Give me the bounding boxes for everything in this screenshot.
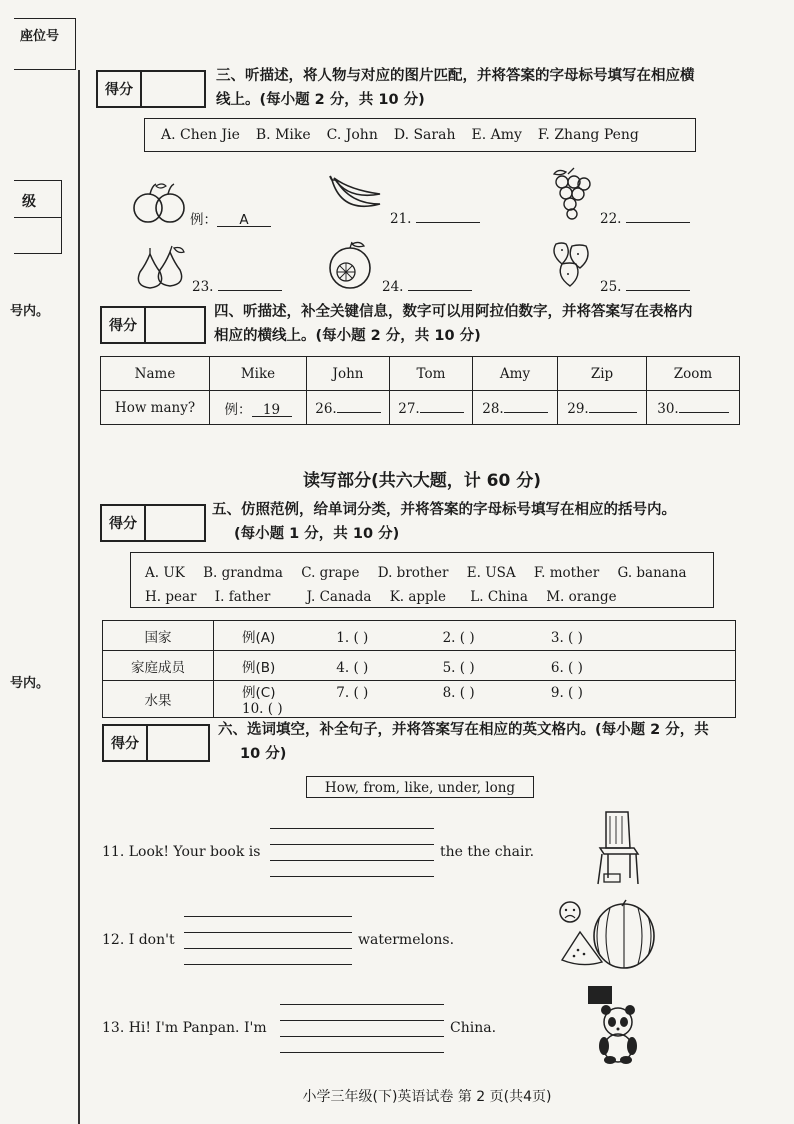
q6-heading-line1: 六、选词填空，补全句子，并将答案写在相应的英文格内。(每小题 2 分，共	[218, 722, 709, 738]
answer-blank[interactable]	[589, 398, 637, 413]
category-cell: 家庭成员	[103, 651, 214, 681]
word-option: C. grape	[301, 565, 360, 581]
item-number: 24.	[382, 279, 404, 295]
q4-heading-line2: 相应的横线上。(每小题 2 分，共 10 分)	[214, 328, 481, 344]
score-blank[interactable]	[142, 72, 204, 106]
item-number: 27.	[398, 401, 420, 417]
answer-bracket[interactable]: 9. ( )	[550, 685, 583, 701]
class-box	[14, 180, 62, 254]
writing-line	[184, 916, 352, 917]
grapes-icon	[548, 166, 594, 222]
binding-line	[78, 70, 80, 1124]
word-option: I. father	[214, 589, 271, 605]
score-box-q6	[102, 724, 210, 762]
score-label: 得分	[104, 726, 148, 760]
q5-row-fruit	[103, 681, 736, 718]
header-cell: Name	[101, 357, 210, 391]
word-option: L. China	[470, 589, 528, 605]
class-label: 级	[22, 194, 36, 210]
item-number: 23.	[192, 279, 214, 295]
name-option: F. Zhang Peng	[537, 127, 639, 143]
name-option: A. Chen Jie	[161, 127, 240, 143]
word-option: F. mother	[533, 565, 600, 581]
score-box-q4	[100, 306, 206, 344]
name-option: B. Mike	[255, 127, 311, 143]
answer-bracket[interactable]: 4. ( )	[336, 659, 369, 676]
answer-bracket[interactable]: 2. ( )	[442, 629, 475, 646]
q3-item-24	[382, 276, 472, 295]
word-option: G. banana	[617, 565, 687, 581]
answer-blank[interactable]	[218, 276, 282, 291]
sentence-11-before: 11. Look! Your book is	[102, 844, 261, 860]
score-box-q3	[96, 70, 206, 108]
q6-heading-line2: 10 分)	[240, 746, 287, 762]
writing-line	[280, 1020, 444, 1021]
writing-line	[270, 876, 434, 877]
writing-line	[280, 1004, 444, 1005]
answer-cell	[647, 391, 740, 425]
writing-line	[184, 964, 352, 965]
score-blank[interactable]	[146, 308, 204, 342]
answer-blank[interactable]	[408, 276, 472, 291]
items-cell	[214, 681, 736, 718]
q4-table	[100, 356, 740, 425]
score-label: 得分	[98, 72, 142, 106]
score-blank[interactable]	[148, 726, 208, 760]
sentence-12-after: watermelons.	[358, 932, 455, 948]
word-option: K. apple	[389, 589, 446, 605]
item-number: 25.	[600, 279, 622, 295]
q5-heading-line1: 五、仿照范例，给单词分类，并将答案的字母标号填写在相应的括号内。	[212, 502, 676, 518]
answer-cell	[390, 391, 473, 425]
answer-cell	[558, 391, 647, 425]
q6-heading	[218, 718, 709, 766]
example-answer: 19	[252, 402, 292, 417]
answer-bracket[interactable]: 7. ( )	[336, 685, 369, 701]
sentence-11-after: the the chair.	[440, 844, 535, 860]
q5-word-box	[130, 552, 714, 608]
answer-blank[interactable]	[504, 398, 548, 413]
binding-note-2: 号内。	[10, 676, 50, 691]
example-label: 例：	[224, 401, 252, 418]
header-cell: Amy	[473, 357, 558, 391]
seat-number-label: 座位号	[20, 29, 60, 44]
q3-heading-line2: 线上。(每小题 2 分，共 10 分)	[216, 92, 425, 108]
bananas-icon	[328, 174, 384, 218]
word-option: J. Canada	[306, 589, 372, 605]
word-option: D. brother	[377, 565, 449, 581]
q3-heading-line1: 三、听描述，将人物与对应的图片匹配，并将答案的字母标号填写在相应横	[216, 68, 695, 84]
q4-answer-row	[101, 391, 740, 425]
q5-table	[102, 620, 736, 718]
header-cell: Mike	[210, 357, 307, 391]
score-box-q5	[100, 504, 206, 542]
q3-item-21	[390, 208, 480, 227]
writing-line	[270, 844, 434, 845]
word-row-2	[145, 585, 713, 609]
sentence-13-before: 13. Hi! I'm Panpan. I'm	[102, 1020, 267, 1036]
answer-line-13[interactable]	[280, 1036, 444, 1037]
apples-icon	[132, 180, 188, 226]
answer-bracket[interactable]: 10. ( )	[242, 701, 283, 717]
score-blank[interactable]	[146, 506, 204, 540]
section-title: 读写部分(共六大题，计 60 分)	[302, 471, 542, 491]
word-option: E. USA	[466, 565, 516, 581]
item-number: 30.	[657, 401, 679, 417]
sentence-12-before: 12. I don't	[102, 932, 175, 948]
header-cell: John	[307, 357, 390, 391]
answer-blank[interactable]	[626, 208, 690, 223]
answer-blank[interactable]	[416, 208, 480, 223]
example-label: 例(B)	[242, 659, 276, 676]
panda-flag-icon	[584, 984, 654, 1066]
example-label: 例(A)	[242, 629, 276, 646]
item-number: 29.	[567, 401, 589, 417]
strawberries-icon	[548, 236, 596, 290]
score-label: 得分	[102, 308, 146, 342]
answer-blank[interactable]	[420, 398, 464, 413]
answer-bracket[interactable]: 8. ( )	[442, 685, 475, 701]
q3-item-23	[192, 276, 282, 295]
item-number: 26.	[315, 401, 337, 417]
q4-heading-line1: 四、听描述，补全关键信息，数字可以用阿拉伯数字，并将答案写在表格内	[214, 304, 693, 320]
answer-blank[interactable]	[679, 398, 729, 413]
answer-cell	[307, 391, 390, 425]
items-cell	[214, 651, 736, 681]
items-cell	[214, 621, 736, 651]
row-label: How many?	[101, 391, 210, 425]
watermelon-icon	[556, 896, 660, 972]
q4-header-row	[101, 357, 740, 391]
answer-bracket[interactable]: 1. ( )	[336, 629, 369, 646]
name-option: E. Amy	[471, 127, 522, 143]
q5-heading	[212, 498, 676, 546]
q5-heading-line2: (每小题 1 分，共 10 分)	[234, 526, 400, 542]
header-cell: Zip	[558, 357, 647, 391]
name-option: D. Sarah	[393, 127, 456, 143]
word-option: H. pear	[145, 589, 197, 605]
word-option: B. grandma	[203, 565, 283, 581]
word-row-1	[145, 561, 713, 585]
sentence-13-after: China.	[450, 1020, 497, 1036]
example-label: 例：	[190, 212, 217, 228]
example-answer: A	[217, 212, 271, 227]
q6-word-bank: How, from, like, under, long	[306, 776, 534, 798]
answer-line-11[interactable]	[270, 860, 434, 861]
writing-line	[184, 932, 352, 933]
q5-row-country	[103, 621, 736, 651]
header-cell: Tom	[390, 357, 473, 391]
page-footer: 小学三年级(下)英语试卷 第 2 页(共4页)	[302, 1089, 552, 1105]
example-cell	[210, 391, 307, 425]
answer-bracket[interactable]: 5. ( )	[442, 659, 475, 676]
seat-number-box	[14, 18, 76, 70]
item-number: 22.	[600, 211, 622, 227]
q3-item-22	[600, 208, 690, 227]
word-option: A. UK	[145, 565, 185, 581]
class-box-divider	[14, 217, 61, 218]
answer-blank[interactable]	[337, 398, 381, 413]
item-number: 21.	[390, 211, 412, 227]
word-option: M. orange	[546, 589, 617, 605]
q5-row-family	[103, 651, 736, 681]
writing-line	[270, 828, 434, 829]
binding-note-1: 号内。	[10, 304, 50, 319]
answer-line-12[interactable]	[184, 948, 352, 949]
q3-item-25	[600, 276, 690, 295]
score-label: 得分	[102, 506, 146, 540]
q3-heading	[216, 64, 695, 112]
q4-heading	[214, 300, 693, 348]
pears-icon	[134, 244, 190, 292]
header-cell: Zoom	[647, 357, 740, 391]
chair-book-icon	[592, 808, 642, 888]
example-label: 例(C)	[242, 685, 276, 701]
item-number: 28.	[482, 401, 504, 417]
answer-blank[interactable]	[626, 276, 690, 291]
category-cell: 水果	[103, 681, 214, 718]
answer-bracket[interactable]: 3. ( )	[550, 629, 583, 646]
name-option: C. John	[326, 127, 378, 143]
q3-example	[190, 208, 271, 228]
q3-name-box	[144, 118, 696, 152]
oranges-icon	[326, 240, 378, 292]
writing-line	[280, 1052, 444, 1053]
category-cell: 国家	[103, 621, 214, 651]
answer-cell	[473, 391, 558, 425]
answer-bracket[interactable]: 6. ( )	[550, 659, 583, 676]
